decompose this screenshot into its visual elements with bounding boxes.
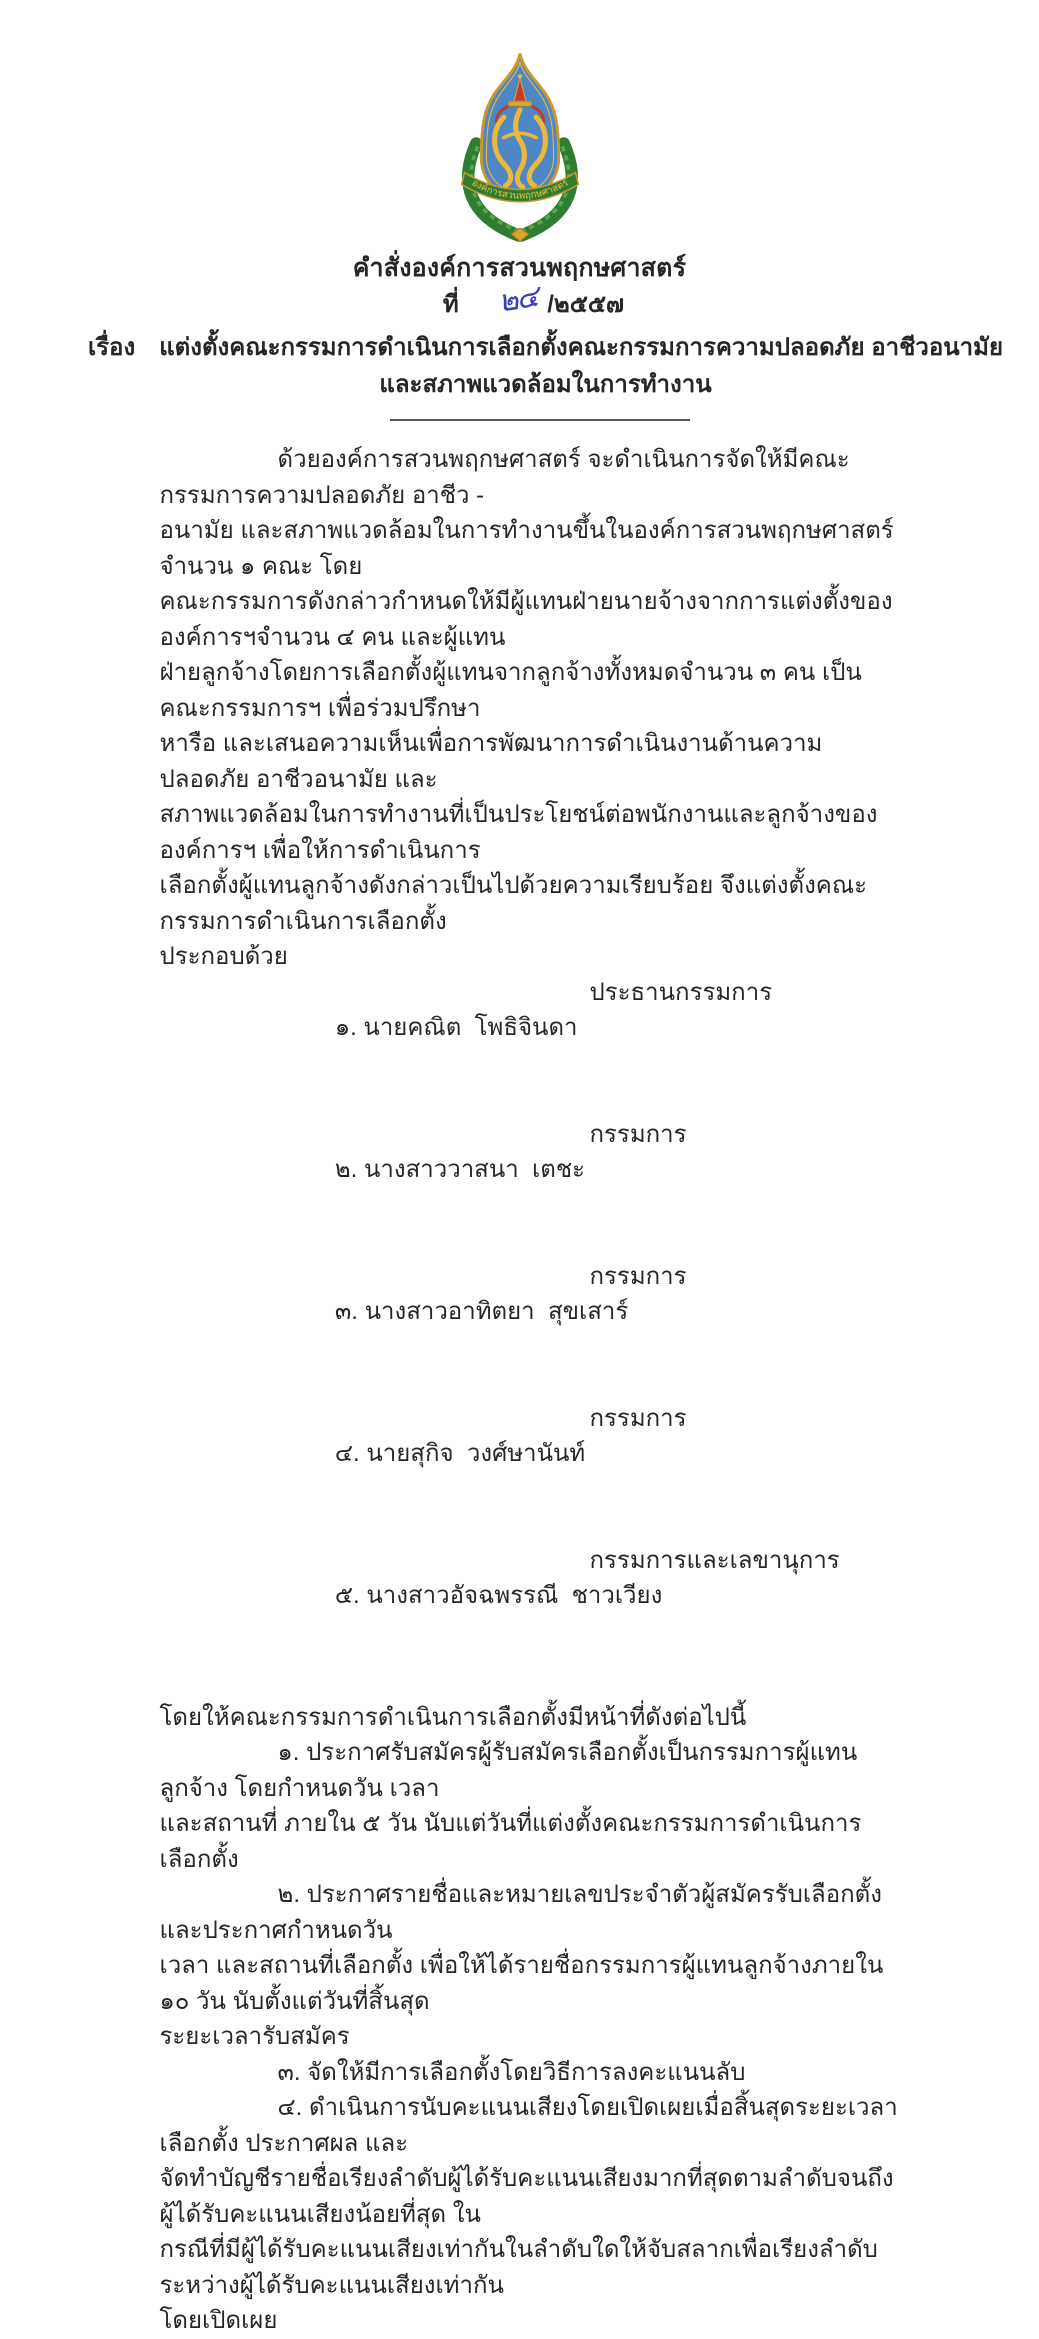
paragraph-line: สภาพแวดล้อมในการทำงานที่เป็นประโยชน์ต่อพนักงานและลูกจ้างขององค์การฯ เพื่อให้การดำเนินการ	[160, 797, 902, 868]
subject-block	[46, 329, 1039, 403]
paragraph-line: ด้วยองค์การสวนพฤกษศาสตร์ จะดำเนินการจัดให้มีคณะกรรมการความปลอดภัย อาชีว -	[160, 442, 902, 513]
committee-name: นายสุกิจ วงศ์ษานันท์	[366, 1440, 585, 1467]
committee-role: กรรมการ	[590, 1117, 687, 1153]
committee-list	[160, 975, 902, 1685]
seal-container	[20, 0, 1020, 245]
page-title: คำสั่งองค์การสวนพฤกษศาสตร์	[20, 251, 1020, 285]
committee-row	[160, 1117, 902, 1259]
committee-role: กรรมการและเลขานุการ	[590, 1543, 840, 1579]
duty-line: ๒. ประกาศรายชื่อและหมายเลขประจำตัวผู้สมัครรับเลือกตั้ง และประกาศกำหนดวัน	[160, 1877, 902, 1948]
document-page	[20, 0, 1020, 1414]
duty-line: จัดทำบัญชีรายชื่อเรียงลำดับผู้ได้รับคะแนนเสียงมากที่สุดตามลำดับจนถึงผู้ได้รับคะแนนเสียงน้อยที่สุด ใน	[160, 2161, 902, 2232]
duty-line: ๓. จัดให้มีการเลือกตั้งโดยวิธีการลงคะแนนลับ	[160, 2055, 902, 2091]
committee-row	[160, 1259, 902, 1401]
paragraph-line: คณะกรรมการดังกล่าวกำหนดให้มีผู้แทนฝ่ายนายจ้างจากการแต่งตั้งขององค์การฯจำนวน ๔ คน และผู้แทน	[160, 584, 902, 655]
subject-label: เรื่อง	[88, 334, 135, 361]
committee-row	[160, 1401, 902, 1543]
duty-line: กรณีที่มีผู้ได้รับคะแนนเสียงเท่ากันในลำดับใดให้จับสลากเพื่อเรียงลำดับระหว่างผู้ได้รับคะแนนเสียงเท่ากัน	[160, 2232, 902, 2303]
duty-line: เวลา และสถานที่เลือกตั้ง เพื่อให้ได้รายชื่อกรรมการผู้แทนลูกจ้างภายใน ๑๐ วัน นับตั้งแต่วันที่สิ้นสุด	[160, 1948, 902, 2019]
paragraph-line: หารือ และเสนอความเห็นเพื่อการพัฒนาการดำเนินงานด้านความปลอดภัย อาชีวอนามัย และ	[160, 726, 902, 797]
divider-line	[390, 419, 690, 421]
paragraph-line: ประกอบด้วย	[160, 939, 902, 975]
committee-name: นางสาวอัจฉพรรณี ชาวเวียง	[366, 1582, 662, 1609]
committee-role: กรรมการ	[590, 1259, 687, 1295]
committee-role: ประธานกรรมการ	[590, 975, 773, 1011]
committee-role: กรรมการ	[590, 1401, 687, 1437]
committee-no: ๕.	[335, 1582, 360, 1609]
subject-text-1: แต่งตั้งคณะกรรมการดำเนินการเลือกตั้งคณะกรรมการความปลอดภัย อาชีวอนามัย	[159, 334, 1003, 361]
duty-line: ๑. ประกาศรับสมัครผู้รับสมัครเลือกตั้งเป็นกรรมการผู้แทนลูกจ้าง โดยกำหนดวัน เวลา	[160, 1735, 902, 1806]
paragraph-line: ฝ่ายลูกจ้างโดยการเลือกตั้งผู้แทนจากลูกจ้างทั้งหมดจำนวน ๓ คน เป็นคณะกรรมการฯ เพื่อร่วมปรึกษา	[160, 655, 902, 726]
duty-line: โดยเปิดเผย	[160, 2303, 902, 2339]
paragraph-line: อนามัย และสภาพแวดล้อมในการทำงานขึ้นในองค์การสวนพฤกษศาสตร์ จำนวน ๑ คณะ โดย	[160, 513, 902, 584]
doc-number-label: ที่	[443, 291, 459, 318]
committee-name: นางสาวอาทิตยา สุขเสาร์	[365, 1298, 629, 1325]
paragraph-line: เลือกตั้งผู้แทนลูกจ้างดังกล่าวเป็นไปด้วยความเรียบร้อย จึงแต่งตั้งคณะกรรมการดำเนินการเลือกตั้ง	[160, 868, 902, 939]
committee-name: นายคณิต โพธิจินดา	[363, 1014, 577, 1041]
subject-line-2: และสภาพแวดล้อมในการทำงาน	[46, 366, 1039, 403]
committee-no: ๒.	[335, 1156, 358, 1183]
committee-no: ๔.	[335, 1440, 360, 1467]
committee-no: ๓.	[335, 1298, 358, 1325]
duty-line: ๔. ดำเนินการนับคะแนนเสียงโดยเปิดเผยเมื่อสิ้นสุดระยะเวลาเลือกตั้ง ประกาศผล และ	[160, 2090, 902, 2161]
subject-line-1	[46, 329, 1039, 366]
duties-intro: โดยให้คณะกรรมการดำเนินการเลือกตั้งมีหน้าที่ดังต่อไปนี้	[160, 1700, 902, 1736]
committee-row	[160, 1543, 902, 1685]
handwritten-number: ๒๔	[496, 279, 540, 321]
committee-no: ๑.	[335, 1014, 357, 1041]
document-body	[20, 442, 1020, 2339]
seal-band-text: องค์การสวนพฤกษศาสตร์	[469, 177, 570, 202]
committee-name: นางสาววาสนา เตชะ	[364, 1156, 585, 1183]
duty-line: และสถานที่ ภายใน ๕ วัน นับแต่วันที่แต่งตั้งคณะกรรมการดำเนินการเลือกตั้ง	[160, 1806, 902, 1877]
doc-number-year: /๒๕๕๗	[547, 291, 624, 318]
committee-row	[160, 975, 902, 1117]
duty-line: ระยะเวลารับสมัคร	[160, 2019, 902, 2055]
doc-number	[34, 285, 1034, 323]
org-seal-icon	[447, 50, 593, 245]
